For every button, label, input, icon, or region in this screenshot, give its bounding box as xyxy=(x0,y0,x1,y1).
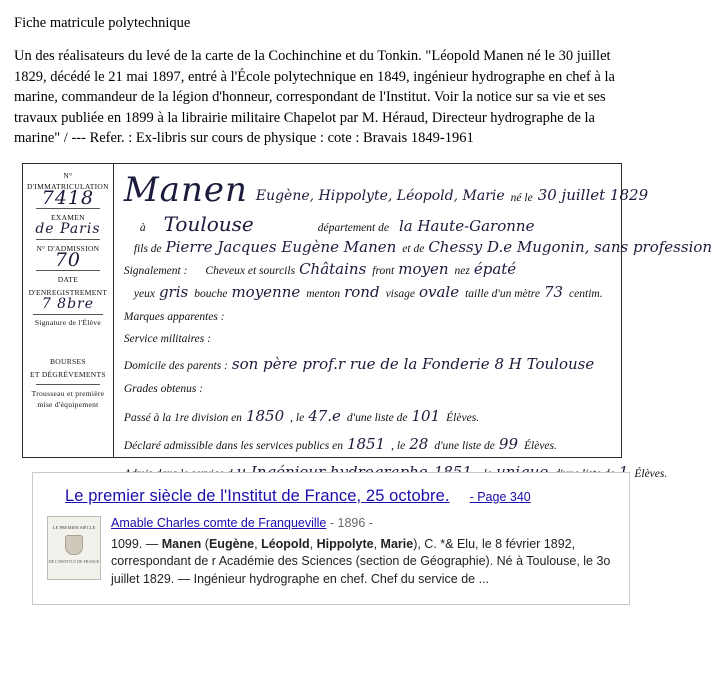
domicile-value: son père prof.r rue de la Fonderie 8 H Toulouse xyxy=(231,354,595,373)
cheveux-label: Cheveux et sourcils xyxy=(205,264,296,277)
nez-label: nez xyxy=(454,264,470,277)
marques-label: Marques apparentes : xyxy=(123,310,225,323)
passe-list-label: d'une liste de xyxy=(346,411,408,424)
record-service-row xyxy=(124,333,718,345)
front-label: front xyxy=(372,264,395,277)
departement-value: la Haute-Garonne xyxy=(398,216,535,235)
admission-value: 70 xyxy=(54,248,82,271)
snippet-sep-3: , xyxy=(373,536,381,551)
declare-rank: 28 xyxy=(409,434,429,453)
signature-rule xyxy=(33,314,103,315)
departement-label: département de xyxy=(317,221,389,234)
admis-eleves: Élèves. xyxy=(634,467,668,480)
admission-block xyxy=(27,243,109,271)
snippet-firstname-4: Marie xyxy=(380,536,414,551)
nez-value: épaté xyxy=(473,259,517,278)
signalement-label: Signalement : xyxy=(123,264,188,277)
exam-value: de Paris xyxy=(35,220,101,237)
born-value: 30 juillet 1829 xyxy=(537,185,649,204)
grades-label: Grades obtenus : xyxy=(123,382,204,395)
snippet-prefix: 1099. — xyxy=(111,536,162,551)
service-label: Service militaires : xyxy=(123,332,211,345)
divider xyxy=(36,239,100,240)
date-value: 7 8bre xyxy=(41,295,95,312)
signature-label: Signature de l'Élève xyxy=(34,317,101,327)
mother-value: Chessy D.e Mugonin, sans profession xyxy=(428,237,713,256)
book-cover-bottom-text: DE L'INSTITUT DE FRANCE xyxy=(48,558,100,564)
record-right-column xyxy=(114,164,726,480)
visage-label: visage xyxy=(385,287,415,300)
declare-label: Déclaré admissible dans les services publics en xyxy=(123,439,343,452)
record-filiation-row xyxy=(134,238,718,256)
cheveux-value: Châtains xyxy=(299,259,367,278)
snippet-firstname-2: Léopold xyxy=(261,536,310,551)
books-title-link[interactable]: Le premier siècle de l'Institut de France, 25 octobre. xyxy=(65,486,450,505)
matricule-value: 7418 xyxy=(41,186,95,209)
record-left-column xyxy=(23,164,114,457)
books-page-link[interactable]: - Page 340 xyxy=(469,489,531,504)
books-title-row xyxy=(47,487,615,506)
passe-list: 101 xyxy=(411,406,441,425)
declare-list-label: d'une liste de xyxy=(434,439,495,452)
passe-eleves: Élèves. xyxy=(446,411,480,424)
bouche-label: bouche xyxy=(194,287,228,300)
and-label: et de xyxy=(402,242,425,255)
books-author-row xyxy=(111,516,615,530)
passe-label: Passé à la 1re division en xyxy=(123,411,242,424)
menton-label: menton xyxy=(306,287,341,300)
books-result-box xyxy=(32,472,630,606)
city-prefix: à xyxy=(139,221,146,234)
declare-year: 1851 xyxy=(346,434,386,453)
record-grades-row xyxy=(124,383,718,395)
books-main xyxy=(47,516,615,589)
record-visage-row xyxy=(134,283,718,301)
date-block xyxy=(27,274,109,310)
book-cover-top-text: LE PREMIER SIÈCLE xyxy=(52,524,96,530)
record-declare-row xyxy=(124,435,718,453)
snippet-sep-2: , xyxy=(309,536,317,551)
snippet-firstname-3: Hippolyte xyxy=(316,536,374,551)
matriculation-record-scan xyxy=(22,163,713,480)
record-surname: Manen xyxy=(123,169,248,210)
record-city-row xyxy=(140,212,718,236)
declare-eleves: Élèves. xyxy=(524,439,557,452)
taille-suffix: centim. xyxy=(569,287,603,300)
yeux-label: yeux xyxy=(133,287,155,300)
taille-label: taille d'un mètre xyxy=(465,287,540,300)
trousseau-label: Trousseau et première mise d'équipement xyxy=(31,388,105,409)
date-sublabel: D'ENREGISTREMENT xyxy=(28,287,108,297)
snippet-mid1: ( xyxy=(201,536,209,551)
admission-label: N° D'ADMISSION xyxy=(36,243,100,253)
father-value: Pierre Jacques Eugène Manen xyxy=(165,237,397,256)
bourses-sublabel: ET DÉGRÈVEMENTS xyxy=(30,369,106,379)
bourses-block xyxy=(27,356,109,380)
passe-rank: 47.e xyxy=(308,406,341,425)
exam-label: EXAMEN xyxy=(50,212,85,222)
snippet-firstname-1: Eugène xyxy=(208,536,255,551)
book-cover-crest-icon xyxy=(65,535,83,555)
record-given-names: Eugène, Hippolyte, Léopold, Marie xyxy=(255,187,505,204)
city-value: Toulouse xyxy=(163,211,254,236)
book-cover-thumbnail[interactable] xyxy=(47,516,101,580)
document-body-text: Un des réalisateurs du levé de la carte de la Cochinchine et du Tonkin. "Léopold Manen né le 30 juillet 1829, décédé le 21 mai 1897, entré à l'École polytechnique en 1849, ingénieur hydrographe en chef à la marine, commandeur de la légion d'honneur, correspondant de l'Institut. Voir la notice sur sa vie et ses travaux publiée en 1899 à la librairie militaire Chapelot par M. Héraud, Directeur hydrographe de la marine" / --- Refer. : Ex-libris sur cours de physique : cote : Bravais 1849-1961 xyxy=(14,48,615,146)
taille-value: 73 xyxy=(543,282,564,301)
date-label: DATE xyxy=(57,274,79,284)
front-value: moyen xyxy=(398,259,449,278)
yeux-value: gris xyxy=(158,282,189,301)
books-author-link[interactable]: Amable Charles comte de Franqueville xyxy=(111,515,327,530)
books-year: - 1896 - xyxy=(329,515,373,530)
matricule-block xyxy=(27,170,109,209)
passe-year: 1850 xyxy=(245,406,285,425)
exam-block xyxy=(27,212,109,235)
record-name-row xyxy=(124,170,718,210)
declare-list: 99 xyxy=(498,434,518,453)
domicile-label: Domicile des parents : xyxy=(123,359,228,372)
record-passe-row xyxy=(124,407,718,425)
matricule-label: N° D'IMMATRICULATION xyxy=(27,170,109,191)
filiation-label: fils de xyxy=(133,242,162,255)
snippet-sep-1: , xyxy=(254,536,262,551)
books-text-block xyxy=(111,516,615,589)
snippet-rest: ), C. *& Elu, le 8 février 1892, correspondant de r Académie des Sciences (section de Géographie). Né à Toulouse, le 3o juillet 1829. — Ingénieur hydrographe en chef. Chef du service de ... xyxy=(111,536,611,586)
page-title: Fiche matricule polytechnique xyxy=(14,15,191,31)
divider xyxy=(36,384,100,385)
snippet-name: Manen xyxy=(161,536,202,551)
record-signalement-row xyxy=(124,260,718,278)
books-snippet xyxy=(111,536,615,589)
bourses-label: BOURSES xyxy=(49,356,86,366)
bouche-value: moyenne xyxy=(231,282,301,301)
visage-value: ovale xyxy=(418,282,460,301)
born-label: né le xyxy=(510,191,533,204)
menton-value: rond xyxy=(344,282,380,301)
record-marques-row xyxy=(124,311,718,323)
record-domicile-row xyxy=(124,355,718,373)
declare-rank-label: , le xyxy=(391,439,406,452)
passe-rank-label: , le xyxy=(290,411,305,424)
